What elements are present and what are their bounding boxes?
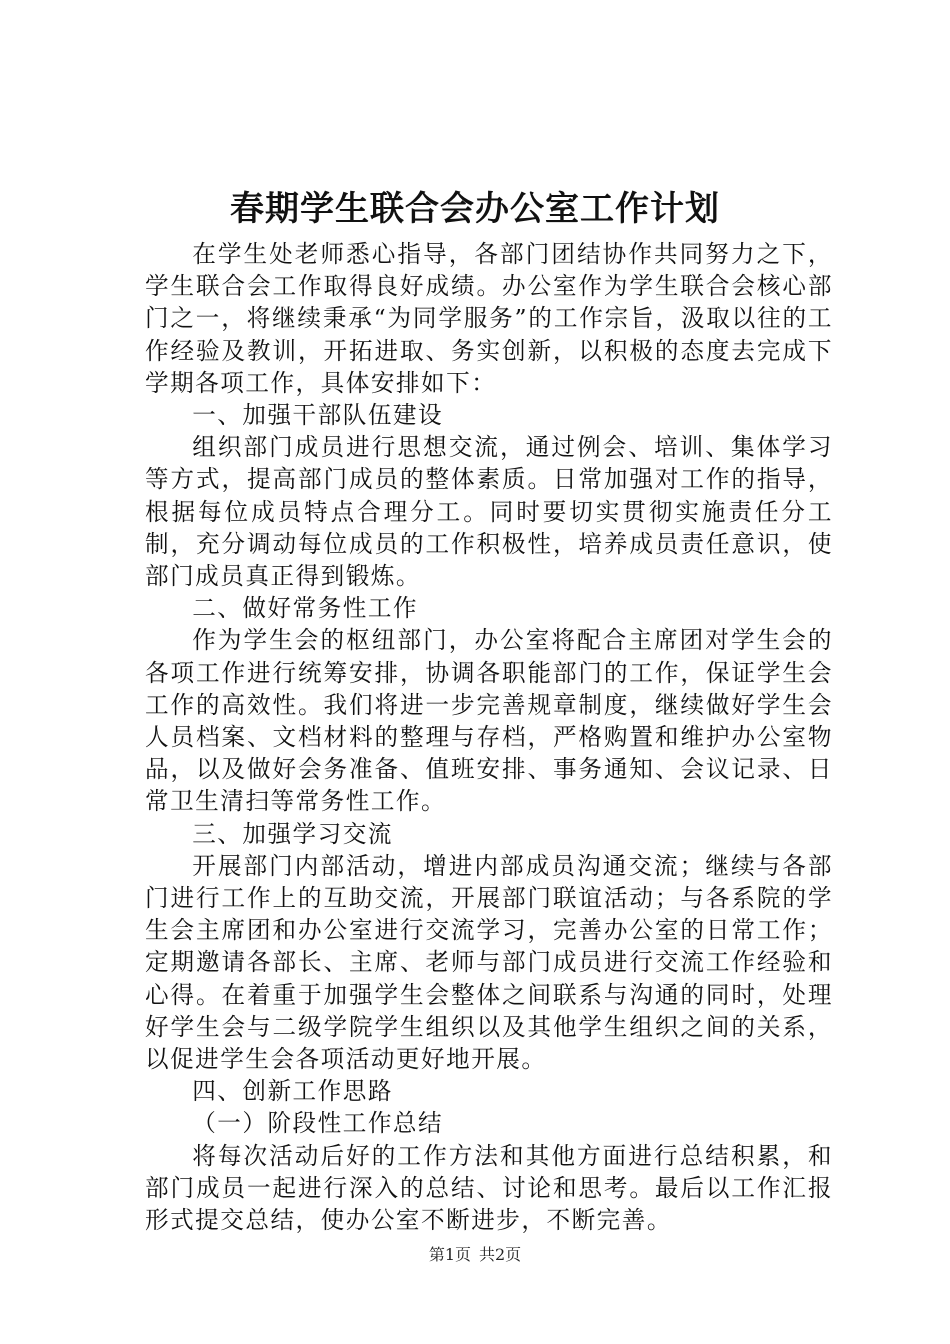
subsection-4-1-paragraph: 将每次活动后好的工作方法和其他方面进行总结积累，和部门成员一起进行深入的总结、讨论和思考。最后以工作汇报形式提交总结，使办公室不断进步，不断完善。 [145, 1141, 833, 1235]
section-heading-2: 二、做好常务性工作 [192, 594, 419, 623]
section-2-paragraph: 作为学生会的枢纽部门，办公室将配合主席团对学生会的各项工作进行统筹安排，协调各职能部门的工作，保证学生会工作的高效性。我们将进一步完善规章制度，继续做好学生会人员档案、文档材料的整理与存档，严格购置和维护办公室物品，以及做好会务准备、值班安排、事务通知、会议记录、日常卫生清扫等常务性工作。 [145, 626, 833, 816]
document-title: 春期学生联合会办公室工作计划 [230, 189, 720, 229]
page-footer [0, 1244, 950, 1266]
section-heading-1: 一、加强干部队伍建设 [192, 401, 444, 430]
page-number-current: 第1页 [428, 1245, 471, 1264]
document-body [145, 238, 833, 1236]
page-number-total: 共2页 [479, 1245, 522, 1264]
section-3-paragraph: 开展部门内部活动，增进内部成员沟通交流；继续与各部门进行工作上的互助交流，开展部门联谊活动；与各系院的学生会主席团和办公室进行交流学习，完善办公室的日常工作；定期邀请各部长、主席、老师与部门成员进行交流工作经验和心得。在着重于加强学生会整体之间联系与沟通的同时，处理好学生会与二级学院学生组织以及其他学生组织之间的关系，以促进学生会各项活动更好地开展。 [145, 851, 833, 1074]
section-heading-4: 四、创新工作思路 [192, 1077, 393, 1106]
section-1-paragraph: 组织部门成员进行思想交流，通过例会、培训、集体学习等方式，提高部门成员的整体素质。日常加强对工作的指导，根据每位成员特点合理分工。同时要切实贯彻实施责任分工制，充分调动每位成员的工作积极性，培养成员责任意识，使部门成员真正得到锻炼。 [145, 433, 833, 591]
section-heading-3: 三、加强学习交流 [192, 819, 393, 848]
intro-paragraph: 在学生处老师悉心指导，各部门团结协作共同努力之下，学生联合会工作取得良好成绩。办公室作为学生联合会核心部门之一，将继续秉承“为同学服务”的工作宗旨，汲取以往的工作经验及教训，开拓进取、务实创新，以积极的态度去完成下学期各项工作，具体安排如下： [145, 240, 833, 397]
subsection-heading-4-1: （一）阶段性工作总结 [192, 1109, 444, 1138]
